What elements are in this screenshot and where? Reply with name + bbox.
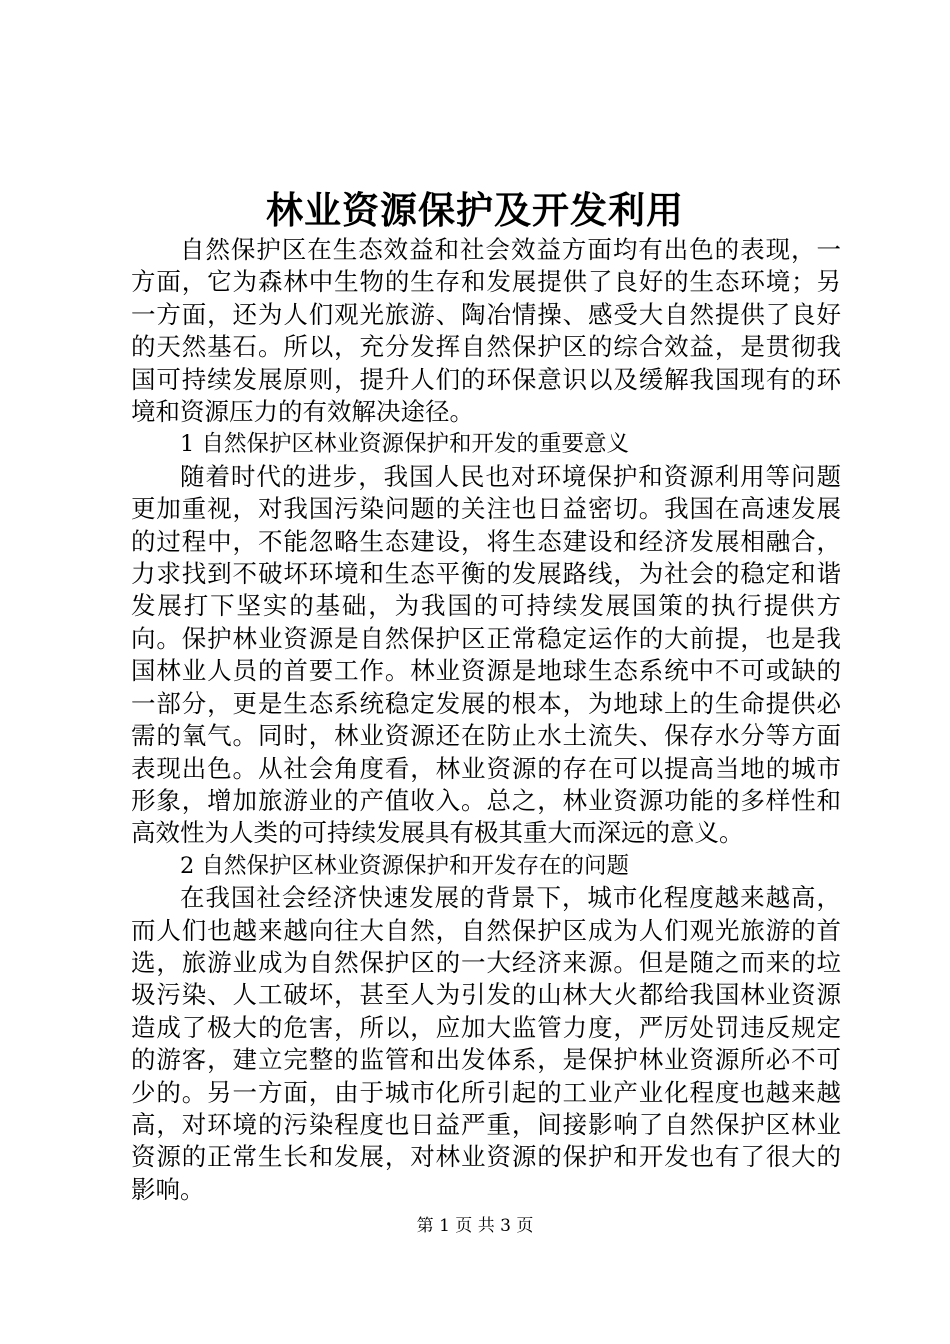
section-2-paragraph: 在我国社会经济快速发展的背景下，城市化程度越来越高，而人们也越来越向往大自然，自然保护区成为人们观光旅游的首选，旅游业成为自然保护区的一大经济来源。但是随之而来的垃圾污染、人工破坏，甚至人为引发的山林大火都给我国林业资源造成了极大的危害，所以，应加大监管力度，严厉处罚违反规定的游客，建立完整的监管和出发体系，是保护林业资源所必不可少的。另一方面，由于城市化所引起的工业产业化程度也越来越高，对环境的污染程度也日益严重，间接影响了自然保护区林业资源的正常生长和发展，对林业资源的保护和开发也有了很大的影响。 (131, 883, 841, 1204)
intro-paragraph: 自然保护区在生态效益和社会效益方面均有出色的表现，一方面，它为森林中生物的生存和发展提供了良好的生态环境；另一方面，还为人们观光旅游、陶冶情操、感受大自然提供了良好的天然基石。所以，充分发挥自然保护区的综合效益，是贯彻我国可持续发展原则，提升人们的环保意识以及缓解我国现有的环境和资源压力的有效解决途径。 (131, 235, 841, 427)
section-2-heading: 2 自然保护区林业资源保护和开发存在的问题 (180, 852, 629, 879)
section-1-paragraph: 随着时代的进步，我国人民也对环境保护和资源利用等问题更加重视，对我国污染问题的关注也日益密切。我国在高速发展的过程中，不能忽略生态建设，将生态建设和经济发展相融合，力求找到不破坏环境和生态平衡的发展路线，为社会的稳定和谐发展打下坚实的基础，为我国的可持续发展国策的执行提供方向。保护林业资源是自然保护区正常稳定运作的大前提，也是我国林业人员的首要工作。林业资源是地球生态系统中不可或缺的一部分，更是生态系统稳定发展的根本，为地球上的生命提供必需的氧气。同时，林业资源还在防止水土流失、保存水分等方面表现出色。从社会角度看，林业资源的存在可以提高当地的城市形象，增加旅游业的产值收入。总之，林业资源功能的多样性和高效性为人类的可持续发展具有极其重大而深远的意义。 (131, 461, 841, 848)
document-title: 林业资源保护及开发利用 (266, 188, 684, 232)
page-number: 第 1 页 共 3 页 (416, 1216, 534, 1236)
document-body (131, 234, 841, 1206)
section-1-heading: 1 自然保护区林业资源保护和开发的重要意义 (180, 431, 629, 458)
